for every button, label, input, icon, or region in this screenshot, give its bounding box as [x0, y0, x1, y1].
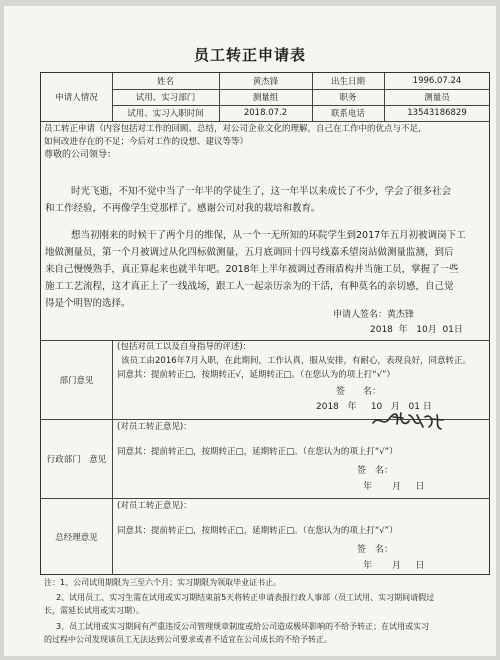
date-day-label: 日: [453, 325, 463, 335]
join-date-value: 2018.07.2: [243, 108, 288, 118]
position-label: 职务: [339, 93, 357, 103]
note-3-line: 的过程中公司发现该员工无法达到公司要求或者不适宜在公司成长的不给予转正。: [44, 635, 332, 644]
date-day-value: 01: [408, 402, 420, 412]
date-month-value: 10: [416, 325, 428, 335]
gm-opinion-label: 总经理意见: [55, 532, 98, 543]
dept-value: 测量组: [252, 93, 279, 103]
application-date: [370, 324, 490, 337]
gm-sign-label: 签 名：: [357, 545, 394, 555]
dept-opinion-comment: 该员工由2016年7月入职，在此期间，工作认真，服从安排，有耐心，表现良好，同意转正。: [121, 356, 472, 366]
paragraph-2-line: 地做测量员，第一个月被调过从化四标做测量，五月底调回十四号线嘉禾望岗站做测量监测，到后: [45, 247, 454, 258]
application-heading-line1: 员工转正申请（内容包括对工作的回顾、总结，对公司企业文化的理解，自己在工作中的优点与不足，: [44, 124, 427, 134]
dob-value: 1996.07.24: [412, 76, 462, 86]
date-day-label: 日: [422, 402, 432, 412]
date-day-label: 日: [415, 561, 425, 571]
gm-opinion-hint: (对员工转正意见)：: [117, 501, 192, 511]
form-paper: [4, 6, 496, 656]
paragraph-2-line: 施工工艺流程，这才真正上了一线战场，跟工人一起亲历亲为的干活，有种莫名的亲切感，自己觉: [45, 281, 454, 292]
note-3-line: 3、员工试用或实习期间有严重违反公司管理规章制度或给公司造成极坏影响的不给予转正；在试用或实习: [56, 622, 430, 631]
dept-sign-label: 签 名：: [336, 387, 382, 397]
date-year-label: 年: [398, 325, 408, 335]
gm-opinion-options: 同意其：提前转正□，按期转正□，延期转正□。（在您认为的项上打“√”）: [117, 526, 398, 536]
name-value: 黄杰锋: [252, 77, 279, 87]
note-2-line: 长，需延长试用或实习期）。: [44, 606, 144, 615]
date-year-value: 2018: [370, 325, 393, 335]
date-year-label: 年: [347, 402, 357, 412]
join-date-label: 试用、实习入职时间: [127, 109, 204, 119]
note-2-line: 2、试用员工、实习生需在试用或实习期结束前5天将转正申请表报行政人事部（员工试用、实习期间请假过: [56, 593, 435, 602]
handwritten-signature: [369, 409, 449, 431]
applicant-section-label: 申请人情况: [55, 93, 98, 103]
admin-sign-label: 签 名：: [357, 466, 394, 476]
paragraph-1-line: 时光飞逝，不知不觉中当了一年半的学徒生了，这一年半以来成长了不少，学会了很多社会: [71, 186, 452, 197]
date-year-label: 年: [363, 561, 373, 571]
col-line: [112, 340, 113, 575]
dob-label: 出生日期: [330, 77, 365, 87]
paragraph-2-line: 来自己慢慢熟手，真正算起来也就半年吧。2018年上半年被调过香雨盾构井当施工员，掌握了一些: [45, 264, 459, 275]
paragraph-2-line: 得是个明智的选择。: [45, 298, 131, 309]
phone-label: 联系电话: [330, 109, 365, 119]
dept-label: 试用、实习部门: [135, 93, 196, 103]
greeting: 尊敬的公司领导：: [44, 150, 117, 160]
date-day-value: 01: [442, 325, 454, 335]
date-month-label: 月: [427, 325, 437, 335]
date-month-value: 10: [370, 402, 383, 412]
application-heading-line2: 如何改进存在的不足；今后对工作的设想、建议等等）: [44, 137, 249, 147]
admin-opinion-options: 同意其：提前转正□，按期转正□，延期转正□。（在您认为的项上打“√”）: [117, 447, 398, 457]
dept-opinion-options: 同意其：提前转正□，按期转正√，延期转正□。（在您认为的项上打“√”）: [117, 370, 395, 380]
name-label: 姓名: [156, 77, 174, 87]
paragraph-2-line: 想当初刚来的时候干了两个月的维保，从一个一无所知的环院学生到2017年五月初被调岗下工: [71, 230, 466, 241]
dept-opinion-hint: (包括对员工以及自身指导的评述)：: [117, 342, 252, 352]
applicant-signature: 申请人签名：黄杰锋: [333, 310, 415, 320]
form-table: [40, 72, 490, 575]
gm-opinion-date: [363, 560, 483, 573]
date-month-label: 月: [392, 482, 402, 492]
form-title: 员工转正申请表: [193, 46, 306, 64]
admin-opinion-label: 行政部门 意见: [46, 454, 107, 465]
position-value: 测量员: [424, 93, 450, 103]
phone-value: 13543186829: [407, 108, 467, 118]
paragraph-1-line: 和工作经验，不再像学生党那样了。感谢公司对我的栽培和教育。: [45, 203, 321, 214]
date-month-label: 月: [392, 561, 402, 571]
date-day-label: 日: [415, 482, 425, 492]
admin-opinion-date: [363, 481, 483, 494]
note-1: 注：1、公司试用期限为三至六个月；实习期限为领取毕业证书止。: [44, 578, 282, 587]
date-month-label: 月: [390, 402, 400, 412]
date-year-label: 年: [363, 482, 373, 492]
dept-opinion-label: 部门意见: [59, 375, 94, 386]
row-line: [41, 121, 490, 122]
date-year-value: 2018: [316, 402, 339, 412]
admin-opinion-hint: (对员工转正意见)：: [117, 422, 192, 432]
